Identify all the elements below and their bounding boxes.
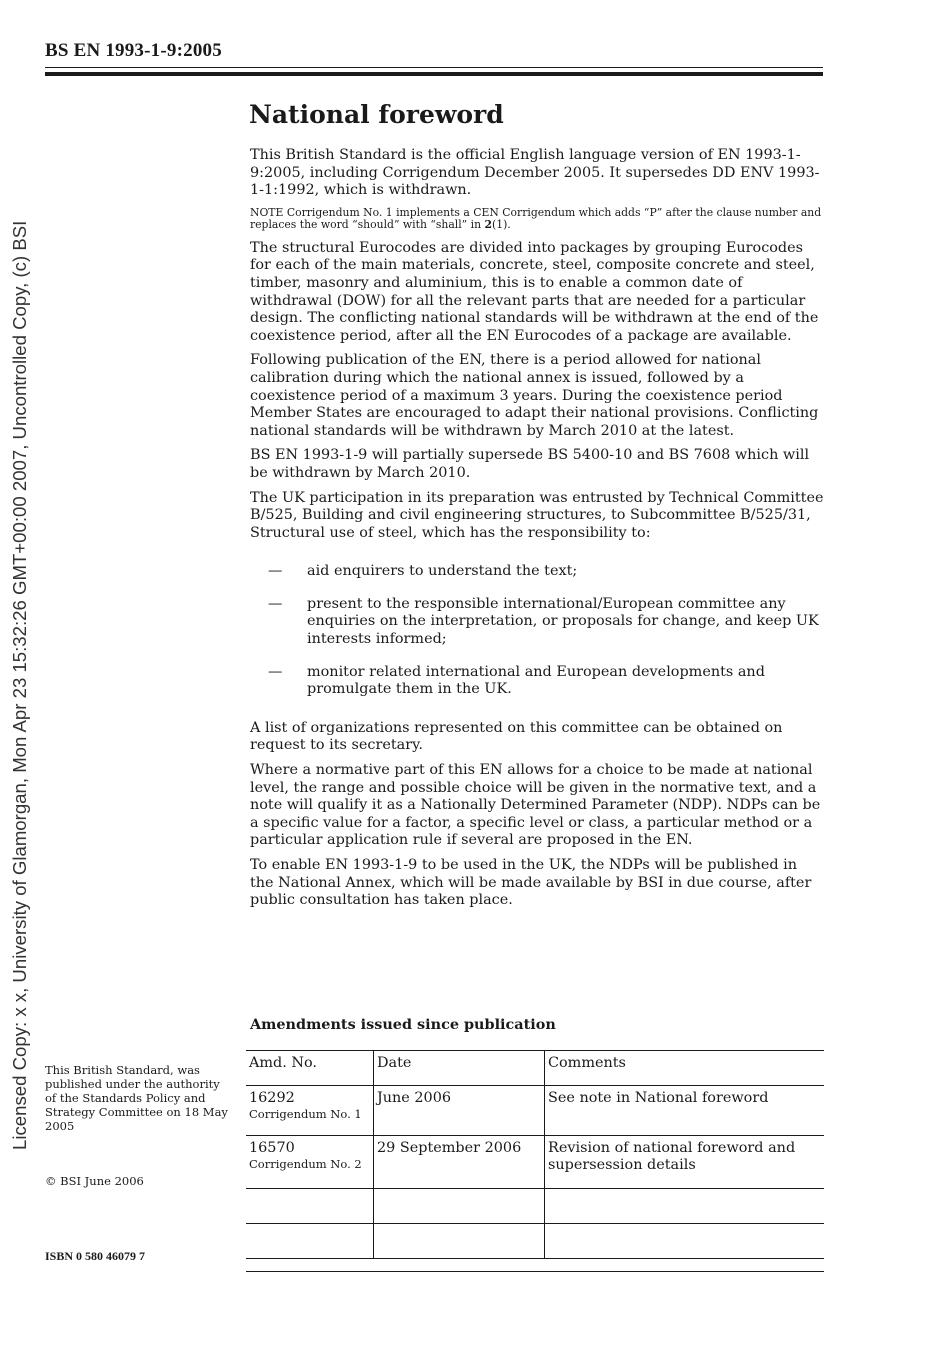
- paragraph-national-annex: To enable EN 1993-1-9 to be used in the UK, the NDPs will be published in the National Annex, which will be made available by BSI in due course, after public consultation has taken place.: [250, 857, 812, 909]
- list-item-text: monitor related international and European developments and promulgate them in the UK.: [307, 663, 765, 698]
- amendments-heading: Amendments issued since publication: [250, 1016, 556, 1033]
- note-clause: 2: [484, 217, 492, 231]
- empty-cell: [374, 1224, 545, 1259]
- note-text: NOTE Corrigendum No. 1 implements a CEN Corrigendum which adds “P” after the clause number and replaces the word “should” with “shall” in: [250, 205, 822, 231]
- amd-number: 16570: [249, 1140, 295, 1156]
- paragraph-supersede: BS EN 1993-1-9 will partially supersede BS 5400-10 and BS 7608 which will be withdrawn by March 2010.: [250, 447, 810, 481]
- page-title: National foreword: [249, 100, 504, 129]
- list-item: [250, 563, 825, 581]
- publication-note: This British Standard, was published under the authority of the Standards Policy and Strategy Committee on 18 May 2005: [45, 1063, 228, 1133]
- comments-cell: Revision of national foreword and supersession details: [545, 1136, 825, 1189]
- empty-cell: [545, 1224, 825, 1259]
- foreword-body: [250, 147, 825, 917]
- amd-cell: [246, 1136, 374, 1189]
- column-header-amd: Amd. No.: [246, 1051, 374, 1086]
- paragraph-organizations: A list of organizations represented on this committee can be obtained on request to its secretary.: [250, 719, 783, 754]
- empty-cell: [374, 1189, 545, 1224]
- note-suffix: (1).: [492, 217, 511, 231]
- corrigendum-note: [250, 207, 825, 231]
- date-cell: 29 September 2006: [374, 1136, 545, 1189]
- table-row: [246, 1224, 824, 1259]
- empty-cell: [246, 1189, 374, 1224]
- dash-bullet: —: [268, 663, 283, 680]
- dash-bullet: —: [268, 595, 283, 612]
- list-item-text: present to the responsible international/European committee any enquiries on the interpretation, or proposals for change, and keep UK interests informed;: [307, 595, 819, 648]
- standard-id: BS EN 1993-1-9:2005: [45, 40, 222, 61]
- paragraph-ndp: Where a normative part of this EN allows for a choice to be made at national level, the range and possible choice will be given in the normative text, and a note will qualify it as a Nationally Determined Parameter (NDP). NDPs can be a specific value for a factor, a specific level or class, a particular method or a particular application rule if several are proposed in the EN.: [250, 762, 821, 849]
- paragraph-intro: This British Standard is the official English language version of EN 1993-1-9:2005, including Corrigendum December 2005. It supersedes DD ENV 1993-1-1:1992, which is withdrawn.: [250, 147, 820, 199]
- table-row: [246, 1086, 824, 1136]
- copyright: © BSI June 2006: [45, 1174, 144, 1188]
- header-rule-thin: [45, 67, 823, 68]
- corrigendum-label: Corrigendum No. 2: [249, 1157, 362, 1171]
- amd-cell: [246, 1086, 374, 1136]
- list-item: [250, 664, 825, 699]
- list-item: [250, 596, 825, 649]
- list-item-text: aid enquirers to understand the text;: [307, 563, 578, 580]
- column-header-date: Date: [374, 1051, 545, 1086]
- responsibility-list: [250, 563, 825, 699]
- amendments-table: [246, 1050, 824, 1259]
- header-rule-thick: [45, 72, 823, 76]
- empty-cell: [246, 1224, 374, 1259]
- paragraph-participation: The UK participation in its preparation was entrusted by Technical Committee B/525, Building and civil engineering structures, to Subcommittee B/525/31, Structural use of steel, which has the responsibility to:: [250, 489, 824, 541]
- empty-cell: [545, 1189, 825, 1224]
- date-cell: June 2006: [374, 1086, 545, 1136]
- dash-bullet: —: [268, 563, 283, 580]
- isbn: ISBN 0 580 46079 7: [45, 1249, 146, 1263]
- corrigendum-label: Corrigendum No. 1: [249, 1107, 362, 1121]
- paragraph-calibration: Following publication of the EN, there is a period allowed for national calibration during which the national annex is issued, followed by a coexistence period of a maximum 3 years. During the coexistence period Member States are encouraged to adapt their national provisions. Conflicting national standards will be withdrawn by March 2010 at the latest.: [250, 352, 819, 439]
- paragraph-packages: The structural Eurocodes are divided into packages by grouping Eurocodes for each of the main materials, concrete, steel, composite concrete and steel, timber, masonry and aluminium, this is to enable a common date of withdrawal (DOW) for all the relevant parts that are needed for a particular design. The conflicting national standards will be withdrawn at the end of the coexistence period, after all the EN Eurocodes of a package are available.: [250, 239, 819, 344]
- table-row: [246, 1136, 824, 1189]
- license-watermark: Licensed Copy: x x, University of Glamorgan, Mon Apr 23 15:32:26 GMT+00:00 2007, Uncontrolled Copy, (c) BSI: [9, 220, 30, 1150]
- comments-cell: See note in National foreword: [545, 1086, 825, 1136]
- column-header-comments: Comments: [545, 1051, 825, 1086]
- footer-rule: [246, 1271, 824, 1272]
- table-header-row: [246, 1051, 824, 1086]
- table-row: [246, 1189, 824, 1224]
- amd-number: 16292: [249, 1090, 295, 1106]
